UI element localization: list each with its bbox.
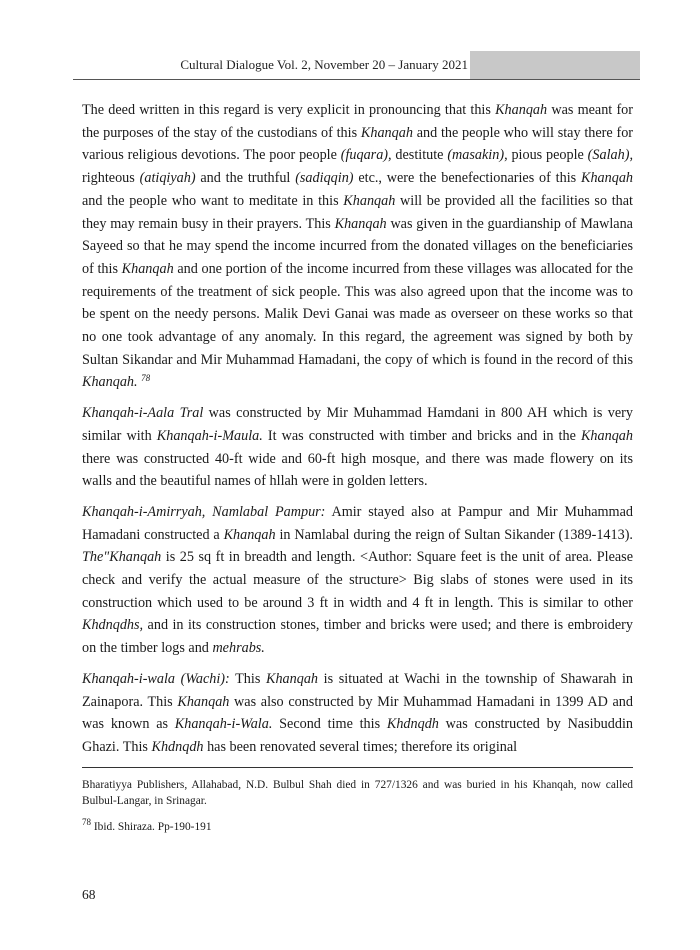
paragraph	[82, 402, 633, 493]
footnote-marker: 78	[82, 817, 91, 827]
footnote-marker: 78	[141, 373, 151, 384]
text-run: The deed written in this regard is very explicit in pronouncing that this	[82, 102, 496, 118]
text-run: and the people who want to meditate in this	[82, 192, 344, 209]
text-run: and the people who will stay there for various religious devotions. The poor people	[82, 124, 634, 164]
text-run: and one portion of the income incurred from these villages was allocated for the requirements of the treatment of sick people. This was also agreed upon that the income was to be spent on the needy persons. Malik Devi Ganai was made as overseer on these works so that no one took advantage of any anomaly. In this regard, the agreement was signed by both by Sultan Sikandar and Mir Muhammad Hamadani, the copy of which is found in the record of this	[82, 260, 633, 368]
text-run: This	[229, 670, 266, 687]
italic-term: Khdnqdhs,	[82, 617, 144, 634]
text-run: Bharatiyya Publishers, Allahabad, N.D. Bulbul Shah died in 727/1326 and was buried in his Khanqah, now called Bulbul-Langar, in Srinagar.	[82, 779, 633, 807]
footnote-rule	[82, 767, 633, 768]
italic-term: Khanqah	[580, 170, 634, 187]
italic-term: Khanqah-i-Aala Tral	[82, 405, 204, 422]
text-run: was constructed by Nasibuddin Ghazi. This	[82, 716, 633, 755]
running-header	[73, 51, 640, 80]
text-run: will be provided all the facilities so that they may remain busy in their prayers. This	[82, 192, 633, 232]
italic-term: (fuqara),	[340, 147, 392, 164]
italic-term: (atiqiyah)	[139, 170, 196, 187]
text-run: was meant for the purposes of the stay of the custodians of this	[82, 102, 633, 141]
italic-term: Khdnqdh	[386, 716, 439, 733]
text-run: was also constructed by Mir Muhammad Hamadani in 1399 AD and was known as	[82, 693, 633, 733]
journal-title: Cultural Dialogue Vol. 2, November 20 – January 2021	[180, 57, 468, 72]
italic-term: Khanqah	[334, 215, 387, 232]
footnote	[82, 777, 633, 809]
text-run: Ibid. Shiraza. Pp-190-191	[91, 821, 212, 833]
italic-term: (sadiqqin)	[295, 170, 354, 187]
italic-term: Khanqah	[266, 670, 319, 687]
header-shaded-box	[470, 51, 640, 79]
italic-term: Khanqah.	[82, 374, 138, 391]
text-run: and in its construction stones, timber and bricks were used; and there is embroidery on the timber logs and	[82, 617, 633, 657]
text-run: has been renovated several times; therefore its original	[203, 738, 518, 755]
paragraph	[82, 668, 633, 759]
italic-term: Khanqah	[580, 427, 633, 444]
italic-term: mehrabs.	[212, 640, 265, 657]
footnote	[82, 819, 633, 835]
italic-term: Khanqah	[495, 102, 548, 118]
text-run: , pious people	[504, 147, 588, 164]
text-run: is situated at Wachi in the township of Shawarah in Zainapora. This	[82, 670, 633, 710]
text-run: was constructed by Mir Muhammad Hamdani in 800 AH which is very similar with	[82, 405, 633, 444]
italic-term: Khanqah	[343, 192, 396, 209]
paragraph	[82, 99, 633, 394]
italic-term: Khdnqdh	[151, 738, 204, 755]
footnotes	[82, 777, 633, 845]
italic-term: (Salah),	[587, 147, 633, 164]
text-run: etc., were the benefectionaries of this	[353, 170, 581, 187]
text-run: destitute	[391, 147, 448, 164]
text-run: righteous	[82, 170, 140, 187]
text-run: and the truthful	[195, 170, 296, 187]
italic-term: (masakin)	[447, 147, 505, 164]
italic-term: Khanqah	[360, 124, 413, 141]
page-number: 68	[82, 887, 96, 902]
text-run: It was constructed with timber and bricks and in the	[262, 427, 581, 444]
paragraph	[82, 501, 633, 660]
italic-term: The"Khanqah	[82, 549, 162, 566]
text-run: is 25 sq ft in breadth and length. <Author: Square feet is the unit of area. Please check and verify the actual measure of the structure> Big slabs of stones were used in its construction which used to be around 3 ft in width and 4 ft in length. This is similar to other	[82, 549, 633, 611]
italic-term: Khanqah	[177, 693, 230, 710]
italic-term: Khanqah-i-Maula.	[156, 427, 263, 444]
text-run: Second time this	[272, 716, 387, 733]
body-text	[82, 99, 633, 759]
italic-term: Khanqah	[223, 526, 276, 543]
text-run: was given in the guardianship of Mawlana Sayeed so that he may spend the income incurred from the donated villages on the beneficiaries of this	[82, 215, 633, 277]
italic-term: Khanqah-i-wala (Wachi):	[82, 670, 230, 687]
italic-term: Khanqah	[121, 260, 174, 277]
italic-term: Khanqah-i-Amirryah, Namlabal Pampur:	[82, 503, 326, 520]
text-run: there was constructed 40-ft wide and 60-ft high mosque, and there was made flowery on its walls and the beautiful names of hllah were in golden letters.	[82, 450, 633, 490]
text-run: Amir stayed also at Pampur and Mir Muhammad Hamadani constructed a	[82, 503, 633, 543]
text-run: in Namlabal during the reign of Sultan Sikander (1389-1413).	[275, 526, 633, 543]
italic-term: Khanqah-i-Wala.	[174, 716, 273, 733]
